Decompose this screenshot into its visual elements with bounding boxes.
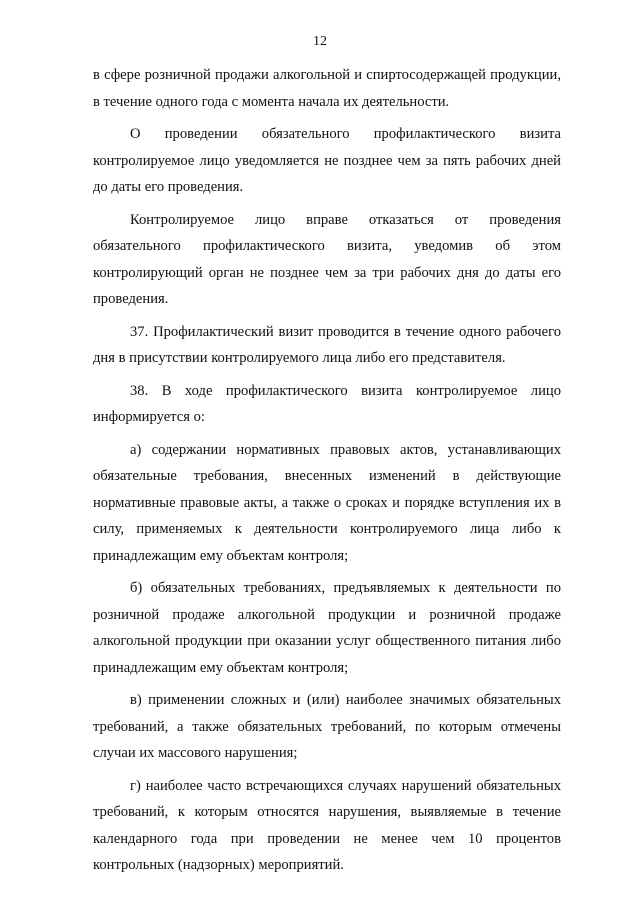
list-item-b: б) обязательных требованиях, предъявляемых к деятельности по розничной продаже алкогольной продукции и розничной продаже алкогольной продукции при оказании услуг общественного питания либо принадлежащим ему объектам контроля; [93,580,561,676]
paragraph-continuation: в сфере розничной продажи алкогольной и спиртосодержащей продукции, в течение одного года с момента начала их деятельности. [93,67,561,110]
list-item-g: г) наиболее часто встречающихся случаях нарушений обязательных требований, к которым относятся нарушения, выявляемые в течение календарного года при проведении не менее чем 10 процентов контрольных (надзорных) мероприятий. [93,777,561,873]
list-item-a: а) содержании нормативных правовых актов, устанавливающих обязательные требования, внесенных изменений в действующие нормативные правовые акты, а также о сроках и порядке вступления их в силу, применяемых к деятельности контролируемого лица либо к принадлежащим ему объектам контроля; [93,441,561,564]
paragraph-clause-37: 37. Профилактический визит проводится в течение одного рабочего дня в присутствии контролируемого лица либо его представителя. [93,323,561,366]
document-body [93,62,561,885]
paragraph-notification-deadline: О проведении обязательного профилактического визита контролируемое лицо уведомляется не позднее чем за пять рабочих дней до даты его проведения. [93,126,561,195]
paragraph-clause-38: 38. В ходе профилактического визита контролируемое лицо информируется о: [93,382,561,425]
page-number: 12 [313,34,327,49]
paragraph-right-to-refuse: Контролируемое лицо вправе отказаться от проведения обязательного профилактического визита, уведомив об этом контролирующий орган не позднее чем за три рабочих дня до даты его проведения. [93,211,561,307]
list-item-v: в) применении сложных и (или) наиболее значимых обязательных требований, а также обязательных требований, по которым отмечены случаи их массового нарушения; [93,692,561,761]
